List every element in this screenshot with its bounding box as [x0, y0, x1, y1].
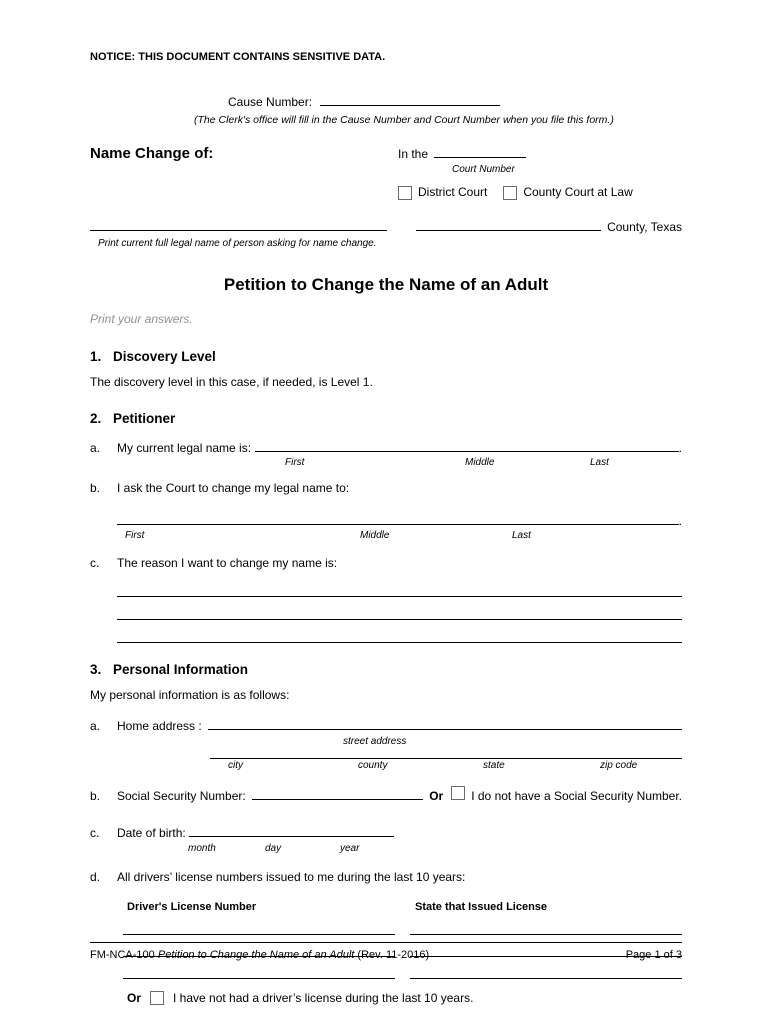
item-3c-text: Date of birth:: [117, 826, 186, 841]
print-name-note: Print current full legal name of person asking for name change.: [98, 238, 377, 250]
item-3d-text: All drivers’ license numbers issued to me during the last 10 years:: [117, 869, 466, 884]
name-change-label: Name Change of:: [90, 144, 214, 162]
section-2-number: 2.: [90, 411, 102, 427]
day-label: day: [265, 842, 282, 854]
middle-label: Middle: [465, 457, 495, 469]
cause-number-field[interactable]: [320, 92, 500, 106]
dl-number-field-1[interactable]: [123, 934, 395, 935]
dob-labels-row: [90, 842, 682, 855]
county-label: county: [358, 759, 388, 771]
item-3d-letter: d.: [90, 869, 101, 884]
section-3-number: 3.: [90, 662, 102, 678]
dl-table-headers: [90, 900, 682, 913]
dl-state-field-1[interactable]: [410, 934, 682, 935]
court-type-row: [398, 185, 682, 201]
cause-number-label: Cause Number:: [228, 95, 313, 110]
month-label: month: [188, 842, 216, 854]
court-number-field[interactable]: [434, 144, 526, 158]
item-2b: [90, 481, 682, 497]
section-2-title: Petitioner: [113, 411, 176, 427]
item-2c: [90, 556, 682, 572]
item-2a-period: .: [678, 440, 682, 455]
reason-line-3[interactable]: [117, 620, 682, 643]
section-3-intro: My personal information is as follows:: [90, 687, 290, 702]
item-3d: [90, 870, 682, 886]
middle-label: Middle: [360, 530, 390, 542]
section-1-heading: [90, 348, 682, 366]
footer-page-number: Page 1 of 3: [625, 949, 682, 961]
item-2c-letter: c.: [90, 556, 100, 571]
footer-form-title: Petition to Change the Name of an Adult: [157, 949, 355, 961]
footer-revision: (Rev. 11-2016): [357, 949, 430, 961]
state-label: state: [483, 759, 505, 771]
section-2-heading: [90, 410, 682, 428]
footer-form-code: FM-NCA-100: [90, 949, 155, 961]
street-address-label-row: [90, 735, 682, 748]
item-3b-letter: b.: [90, 788, 101, 803]
county-texas-label: County, Texas: [607, 219, 682, 234]
in-the-label: In the: [398, 146, 429, 161]
no-ssn-label: I do not have a Social Security Number.: [471, 788, 682, 803]
cause-number-row: [228, 92, 682, 111]
name-labels-row-b: [90, 529, 682, 542]
item-2b-text: I ask the Court to change my legal name to:: [117, 481, 350, 496]
item-3a-letter: a.: [90, 719, 101, 734]
date-of-birth-field[interactable]: [189, 823, 394, 837]
item-3c-letter: c.: [90, 826, 100, 841]
dl-row-1: [123, 913, 682, 935]
address-labels-row: [90, 759, 682, 772]
form-title: Petition to Change the Name of an Adult: [223, 275, 549, 295]
reason-line-1[interactable]: [117, 574, 682, 597]
item-2b-letter: b.: [90, 481, 101, 496]
section-1-title: Discovery Level: [113, 349, 216, 364]
item-3c: [90, 823, 682, 842]
county-court-label: County Court at Law: [523, 185, 633, 200]
county-field[interactable]: [416, 217, 601, 231]
ssn-field[interactable]: [252, 786, 423, 800]
name-county-row: [90, 217, 682, 251]
no-ssn-checkbox[interactable]: [451, 786, 465, 800]
dl-state-header: State that Issued License: [415, 900, 548, 913]
no-license-or-label: Or: [127, 990, 142, 1005]
street-address-label: street address: [343, 735, 407, 747]
first-label: First: [125, 530, 145, 542]
ssn-or-label: Or: [429, 788, 444, 803]
year-label: year: [340, 842, 360, 854]
no-license-row: [127, 991, 682, 1007]
no-license-checkbox[interactable]: [150, 991, 164, 1005]
new-name-field[interactable]: [117, 511, 679, 525]
city-label: city: [228, 759, 243, 771]
reason-line-2[interactable]: [117, 597, 682, 620]
section-3-title: Personal Information: [113, 662, 249, 678]
first-label: First: [285, 457, 305, 469]
item-2c-text: The reason I want to change my name is:: [117, 556, 338, 571]
name-labels-row-a: [90, 456, 682, 469]
item-3a: [90, 716, 682, 735]
city-county-state-zip-field[interactable]: [210, 751, 682, 759]
page-footer: [90, 942, 682, 962]
zip-code-label: zip code: [600, 759, 638, 771]
dl-number-field-3[interactable]: [123, 978, 395, 979]
last-label: Last: [590, 457, 609, 469]
section-3-heading: [90, 661, 682, 679]
street-address-field[interactable]: [208, 716, 682, 730]
court-number-caption: Court Number: [452, 164, 515, 176]
section-1-number: 1.: [90, 349, 102, 364]
header-columns: [90, 144, 682, 201]
current-name-field[interactable]: [255, 438, 679, 452]
no-license-label: I have not had a driver’s license during the last 10 years.: [173, 990, 474, 1005]
district-court-checkbox[interactable]: [398, 186, 412, 200]
sensitive-data-notice: NOTICE: THIS DOCUMENT CONTAINS SENSITIVE DATA.: [90, 51, 386, 63]
new-name-row: [117, 511, 682, 530]
last-label: Last: [512, 530, 531, 542]
item-2a-letter: a.: [90, 440, 101, 455]
district-court-label: District Court: [418, 185, 488, 200]
county-court-checkbox[interactable]: [503, 186, 517, 200]
item-2a: [90, 438, 682, 457]
item-2b-period: .: [678, 513, 682, 528]
item-2a-text: My current legal name is:: [117, 440, 252, 455]
print-answers-note: Print your answers.: [90, 312, 193, 327]
item-3b-text: Social Security Number:: [117, 788, 246, 803]
item-3b: [90, 786, 682, 805]
dl-state-field-3[interactable]: [410, 978, 682, 979]
current-full-name-field[interactable]: [90, 217, 387, 231]
section-1-body: The discovery level in this case, if needed, is Level 1.: [90, 374, 373, 389]
item-3a-text: Home address :: [117, 719, 202, 734]
footer-left: [90, 948, 429, 962]
dl-number-header: Driver's License Number: [127, 900, 257, 913]
clerk-note: (The Clerk's office will fill in the Cause Number and Court Number when you file this form.): [194, 113, 614, 126]
